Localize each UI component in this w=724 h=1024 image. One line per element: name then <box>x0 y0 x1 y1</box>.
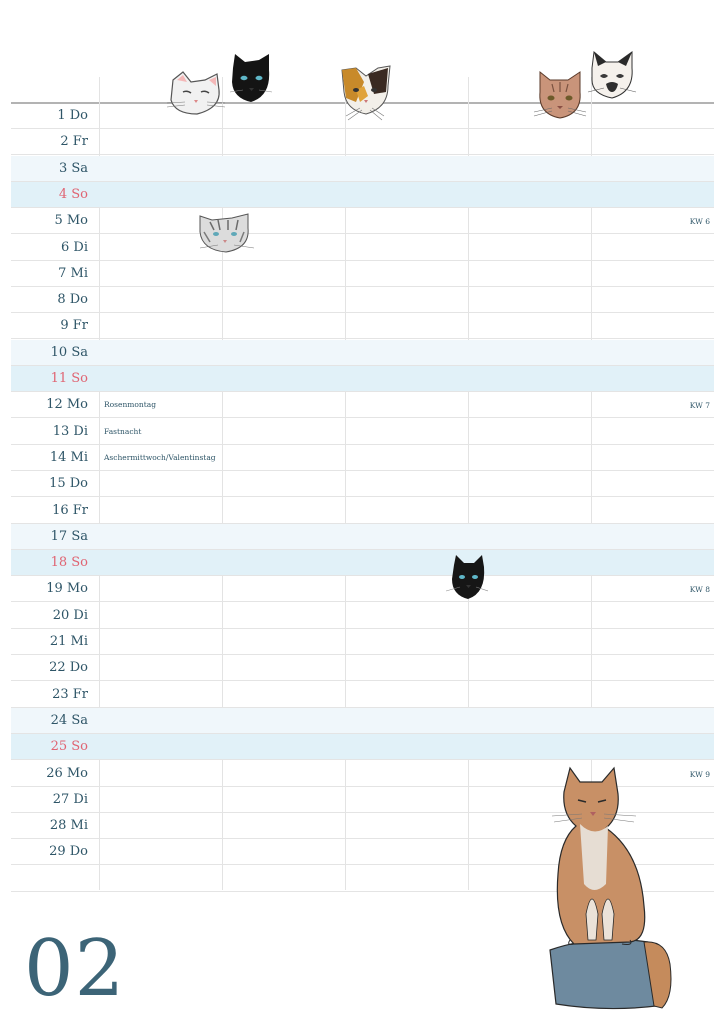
day-label: 29 Do <box>49 844 88 860</box>
day-row <box>11 682 714 708</box>
day-row <box>11 471 714 497</box>
white-cat-head-icon <box>165 70 227 118</box>
day-label: 20 Di <box>52 607 88 623</box>
day-row <box>11 576 714 602</box>
day-label: 26 Mo <box>46 765 88 781</box>
day-label: 24 Sa <box>50 712 88 728</box>
day-row <box>11 156 714 182</box>
day-label: 17 Sa <box>50 528 88 544</box>
day-label: 23 Fr <box>52 686 88 702</box>
day-row <box>11 708 714 734</box>
day-row <box>11 208 714 234</box>
day-label: 12 Mo <box>46 397 88 413</box>
day-label: 13 Di <box>52 423 88 439</box>
holiday-label: Aschermittwoch/Valentinstag <box>104 452 216 462</box>
holiday-label: Rosenmontag <box>104 400 157 410</box>
day-label: 27 Di <box>52 791 88 807</box>
day-label: 22 Do <box>49 660 88 676</box>
day-label: 8 Do <box>57 292 88 308</box>
day-row <box>11 629 714 655</box>
week-number-label: KW 7 <box>689 401 710 411</box>
day-row <box>11 655 714 681</box>
day-label: 28 Mi <box>49 818 88 834</box>
week-number-label: KW 9 <box>689 769 710 779</box>
day-row <box>11 524 714 550</box>
day-label: 21 Mi <box>49 634 88 649</box>
day-label: 9 Fr <box>60 318 88 334</box>
day-row <box>11 498 714 524</box>
day-label: 18 So <box>50 555 88 571</box>
calico-cat-head-icon <box>338 62 394 124</box>
day-label: 3 Sa <box>58 160 88 176</box>
week-number-label: KW 8 <box>689 585 710 595</box>
holiday-label: Fastnacht <box>104 426 142 436</box>
day-label: 4 So <box>58 186 88 202</box>
day-row <box>11 287 714 313</box>
week-number-label: KW 6 <box>689 217 710 227</box>
day-row <box>11 313 714 339</box>
day-row <box>11 261 714 287</box>
day-label: 11 So <box>50 371 88 386</box>
day-label: 2 Fr <box>60 134 88 150</box>
day-row <box>11 392 714 418</box>
day-label: 6 Di <box>61 239 88 255</box>
sitting-ginger-cat-icon <box>546 764 678 1014</box>
month-number: 02 <box>24 924 126 1014</box>
day-label: 14 Mi <box>49 449 88 465</box>
tabby-cat-head-icon <box>532 68 588 124</box>
day-label: 16 Fr <box>52 502 88 518</box>
day-row <box>11 734 714 760</box>
day-label: 19 Mo <box>46 581 88 597</box>
day-row <box>11 419 714 445</box>
day-row <box>11 235 714 261</box>
day-label: 7 Mi <box>58 265 88 281</box>
day-row <box>11 445 714 471</box>
day-label: 25 So <box>50 739 88 755</box>
day-row <box>11 550 714 576</box>
siamese-cat-head-icon <box>586 50 638 108</box>
black-cat-head-icon <box>229 52 273 106</box>
day-row <box>11 340 714 366</box>
day-row <box>11 366 714 392</box>
day-label: 15 Do <box>49 476 88 492</box>
day-label: 5 Mo <box>54 213 88 229</box>
day-row <box>11 182 714 208</box>
day-row <box>11 129 714 155</box>
grey-tabby-cat-head-icon <box>196 212 256 256</box>
day-label: 10 Sa <box>50 344 88 360</box>
day-label: 1 Do <box>57 108 88 123</box>
day-row <box>11 603 714 629</box>
black-kitten-head-icon <box>446 553 488 603</box>
